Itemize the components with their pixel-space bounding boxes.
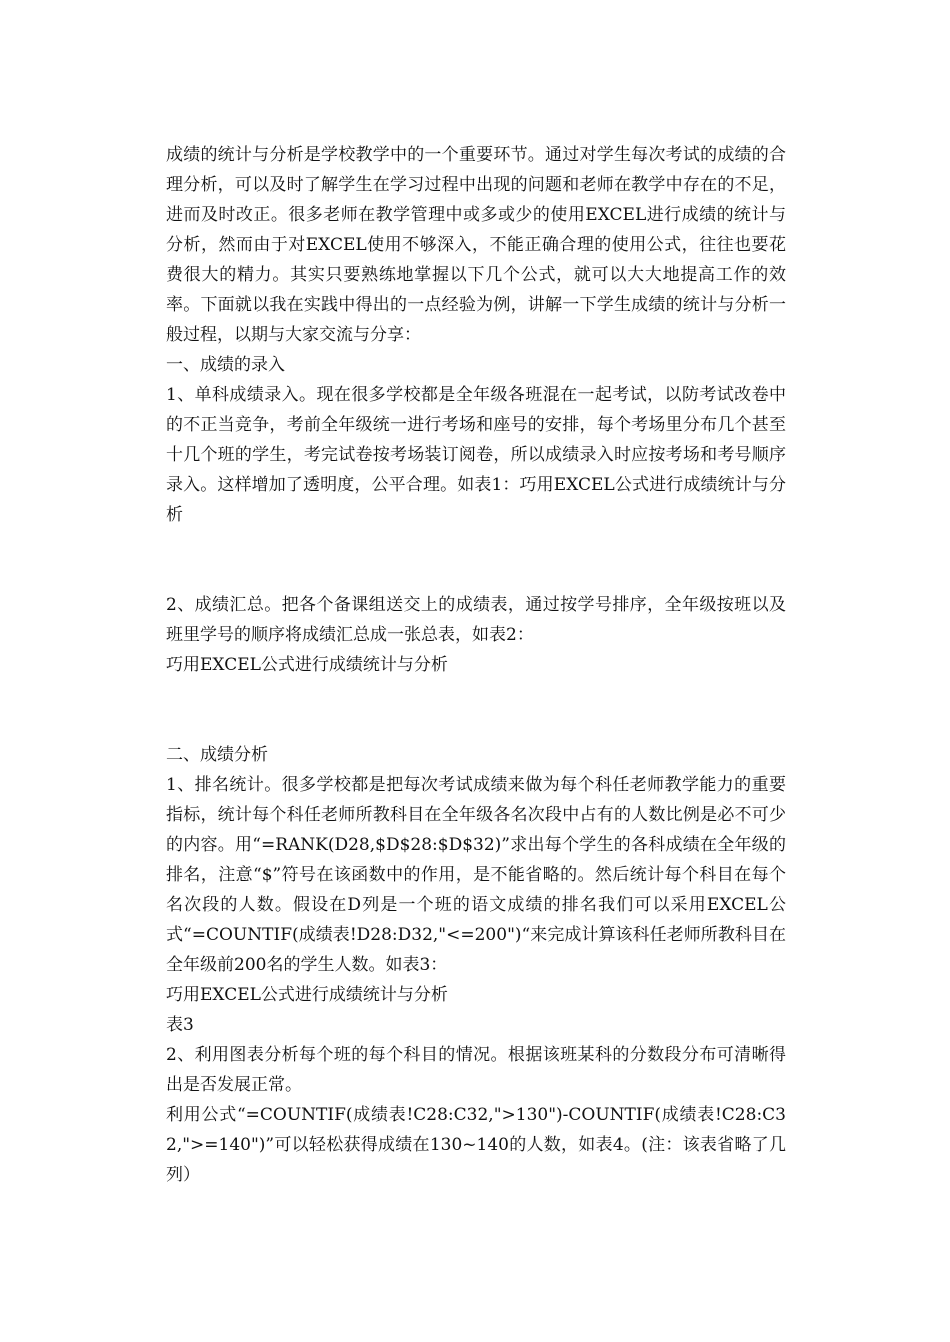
rank-statistics-paragraph: 1、排名统计。很多学校都是把每次考试成绩来做为每个科任老师教学能力的重要指标，统计每个科任老师所教科目在全年级各名次段中占有的人数比例是必不可少的内容。用“=RANK(D28,$D$28:$D$32)”求出每个学生的各科成绩在全年级的排名，注意“$”符号在该函数中的作用，是不能省略的。然后统计每个科目在每个名次段的人数。假设在D列是一个班的语文成绩的排名我们可以采用EXCEL公式“=COUNTIF(成绩表!D28:D32,"<=200")“来完成计算该科任老师所教科目在全年级前200名的学生人数。如表3： — [166, 775, 786, 975]
countif-formula-paragraph: 利用公式“=COUNTIF(成绩表!C28:C32,">130")-COUNTIF(成绩表!C28:C32,">=140")”可以轻松获得成绩在130~140的人数，如表4。(注：该表省略了几列） — [166, 1105, 786, 1185]
score-summary-paragraph: 2、成绩汇总。把各个备课组送交上的成绩表，通过按学号排序，全年级按班以及班里学号的顺序将成绩汇总成一张总表，如表2： — [166, 595, 786, 645]
single-subject-entry-paragraph: 1、单科成绩录入。现在很多学校都是全年级各班混在一起考试，以防考试改卷中的不正当竞争，考前全年级统一进行考场和座号的安排，每个考场里分布几个甚至十几个班的学生，考完试卷按考场装订阅卷，所以成绩录入时应按考场和考号顺序录入。这样增加了透明度，公平合理。如表1：巧用EXCEL公式进行成绩统计与分析 — [166, 385, 786, 525]
figure-caption-table-3: 巧用EXCEL公式进行成绩统计与分析 — [166, 985, 448, 1005]
intro-paragraph: 成绩的统计与分析是学校教学中的一个重要环节。通过对学生每次考试的成绩的合理分析，可以及时了解学生在学习过程中出现的问题和老师在教学中存在的不足，进而及时改正。很多老师在教学管理中或多或少的使用EXCEL进行成绩的统计与分析，然而由于对EXCEL使用不够深入，不能正确合理的使用公式，往往也要花费很大的精力。其实只要熟练地掌握以下几个公式，就可以大大地提高工作的效率。下面就以我在实践中得出的一点经验为例，讲解一下学生成绩的统计与分析一般过程，以期与大家交流与分享： — [166, 145, 786, 345]
section-heading-analysis: 二、成绩分析 — [166, 745, 268, 765]
chart-analysis-paragraph: 2、利用图表分析每个班的每个科目的情况。根据该班某科的分数段分布可清晰得出是否发展正常。 — [166, 1045, 786, 1095]
figure-caption-table-2: 巧用EXCEL公式进行成绩统计与分析 — [166, 655, 448, 675]
figure-placeholder-table-2 — [166, 680, 786, 740]
section-heading-entry: 一、成绩的录入 — [166, 355, 285, 375]
document-body — [166, 140, 786, 1190]
figure-placeholder-table-1 — [166, 530, 786, 590]
table-3-label: 表3 — [166, 1015, 194, 1035]
